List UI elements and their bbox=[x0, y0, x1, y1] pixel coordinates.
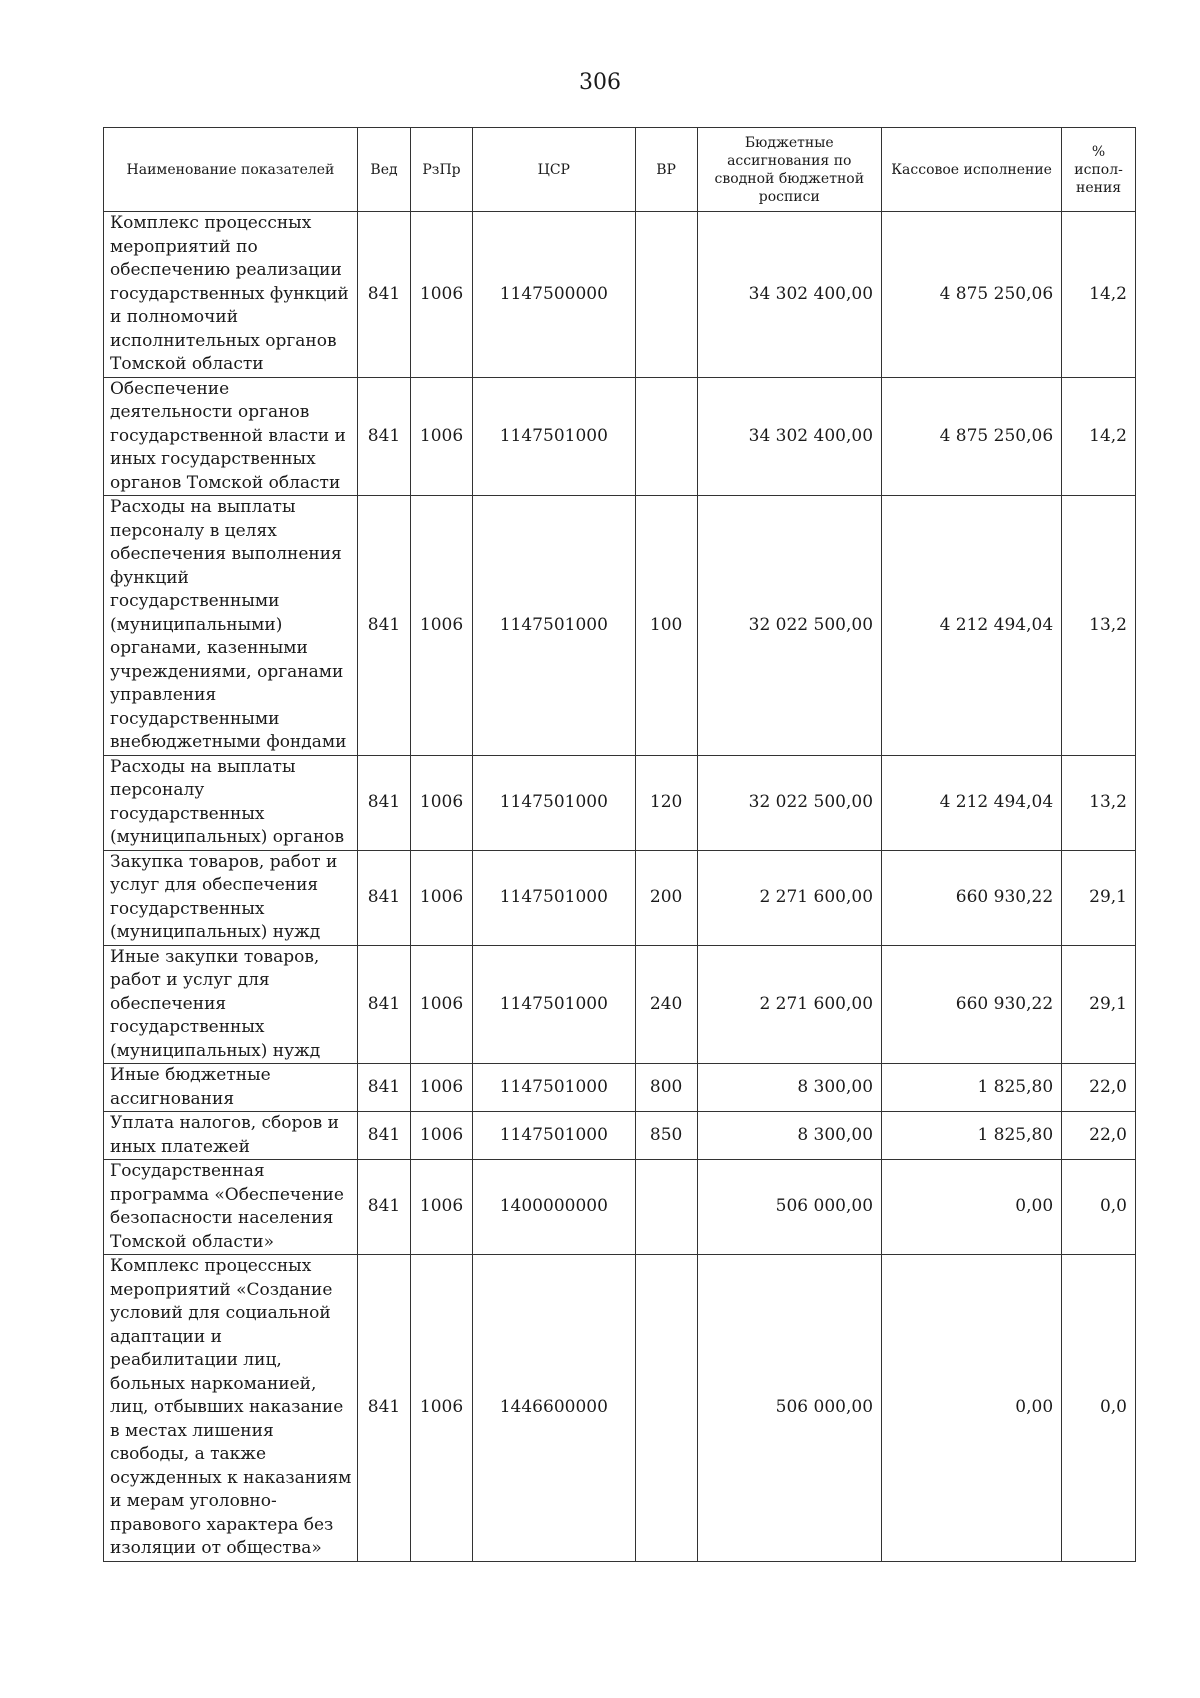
row-budget: 32 022 500,00 bbox=[697, 755, 881, 850]
row-csr: 1147501000 bbox=[472, 1112, 635, 1160]
row-name: Комплекс процессных мероприятий «Создание условий для социальной адаптации и реабилитации лиц, больных наркоманией, лиц, отбывших наказание в местах лишения свободы, а также осужденных к наказаниям и мерам уголовно-правового характера без изоляции от общества» bbox=[104, 1255, 358, 1562]
row-vr: 120 bbox=[635, 755, 697, 850]
header-vr: ВР bbox=[635, 128, 697, 212]
table-row bbox=[104, 1160, 1136, 1255]
row-name: Государственная программа «Обеспечение безопасности населения Томской области» bbox=[104, 1160, 358, 1255]
row-cash: 4 212 494,04 bbox=[882, 496, 1062, 756]
row-budget: 34 302 400,00 bbox=[697, 212, 881, 378]
row-name: Расходы на выплаты персоналу в целях обеспечения выполнения функций государственными (муниципальными) органами, казенными учреждениями, органами управления государственными внебюджетными фондами bbox=[104, 496, 358, 756]
row-budget: 506 000,00 bbox=[697, 1160, 881, 1255]
header-ved: Вед bbox=[357, 128, 410, 212]
row-cash: 1 825,80 bbox=[882, 1064, 1062, 1112]
row-percent: 22,0 bbox=[1062, 1112, 1136, 1160]
row-percent: 29,1 bbox=[1062, 850, 1136, 945]
row-rzpr: 1006 bbox=[411, 377, 473, 496]
row-ved: 841 bbox=[357, 496, 410, 756]
row-vr bbox=[635, 377, 697, 496]
table-row bbox=[104, 1112, 1136, 1160]
row-cash: 0,00 bbox=[882, 1255, 1062, 1562]
row-rzpr: 1006 bbox=[411, 212, 473, 378]
row-budget: 8 300,00 bbox=[697, 1064, 881, 1112]
row-cash: 4 875 250,06 bbox=[882, 377, 1062, 496]
row-rzpr: 1006 bbox=[411, 1064, 473, 1112]
row-budget: 32 022 500,00 bbox=[697, 496, 881, 756]
row-name: Уплата налогов, сборов и иных платежей bbox=[104, 1112, 358, 1160]
header-budget: Бюджетные ассигнования по сводной бюджетной росписи bbox=[697, 128, 881, 212]
row-name: Обеспечение деятельности органов государственной власти и иных государственных органов Томской области bbox=[104, 377, 358, 496]
row-csr: 1147501000 bbox=[472, 850, 635, 945]
row-budget: 506 000,00 bbox=[697, 1255, 881, 1562]
row-rzpr: 1006 bbox=[411, 1255, 473, 1562]
row-name: Иные бюджетные ассигнования bbox=[104, 1064, 358, 1112]
row-budget: 2 271 600,00 bbox=[697, 850, 881, 945]
row-name: Закупка товаров, работ и услуг для обеспечения государственных (муниципальных) нужд bbox=[104, 850, 358, 945]
row-rzpr: 1006 bbox=[411, 1112, 473, 1160]
row-ved: 841 bbox=[357, 1112, 410, 1160]
row-vr bbox=[635, 1255, 697, 1562]
budget-execution-table bbox=[103, 127, 1136, 1562]
row-ved: 841 bbox=[357, 755, 410, 850]
row-csr: 1446600000 bbox=[472, 1255, 635, 1562]
row-rzpr: 1006 bbox=[411, 945, 473, 1064]
table-row bbox=[104, 212, 1136, 378]
row-vr: 800 bbox=[635, 1064, 697, 1112]
table-row bbox=[104, 1064, 1136, 1112]
row-vr: 200 bbox=[635, 850, 697, 945]
row-percent: 14,2 bbox=[1062, 377, 1136, 496]
row-csr: 1400000000 bbox=[472, 1160, 635, 1255]
row-csr: 1147501000 bbox=[472, 377, 635, 496]
row-percent: 22,0 bbox=[1062, 1064, 1136, 1112]
row-budget: 8 300,00 bbox=[697, 1112, 881, 1160]
row-ved: 841 bbox=[357, 377, 410, 496]
table-row bbox=[104, 755, 1136, 850]
row-name: Расходы на выплаты персоналу государственных (муниципальных) органов bbox=[104, 755, 358, 850]
row-ved: 841 bbox=[357, 1160, 410, 1255]
row-vr: 240 bbox=[635, 945, 697, 1064]
row-percent: 29,1 bbox=[1062, 945, 1136, 1064]
row-cash: 0,00 bbox=[882, 1160, 1062, 1255]
row-csr: 1147501000 bbox=[472, 755, 635, 850]
row-rzpr: 1006 bbox=[411, 755, 473, 850]
row-rzpr: 1006 bbox=[411, 850, 473, 945]
row-vr: 100 bbox=[635, 496, 697, 756]
row-cash: 660 930,22 bbox=[882, 850, 1062, 945]
row-rzpr: 1006 bbox=[411, 496, 473, 756]
row-budget: 2 271 600,00 bbox=[697, 945, 881, 1064]
row-vr bbox=[635, 1160, 697, 1255]
row-cash: 660 930,22 bbox=[882, 945, 1062, 1064]
row-csr: 1147501000 bbox=[472, 945, 635, 1064]
row-cash: 1 825,80 bbox=[882, 1112, 1062, 1160]
header-rzpr: РзПр bbox=[411, 128, 473, 212]
row-cash: 4 875 250,06 bbox=[882, 212, 1062, 378]
table-row bbox=[104, 945, 1136, 1064]
row-csr: 1147501000 bbox=[472, 1064, 635, 1112]
row-cash: 4 212 494,04 bbox=[882, 755, 1062, 850]
row-ved: 841 bbox=[357, 945, 410, 1064]
table-row bbox=[104, 1255, 1136, 1562]
table-header-row bbox=[104, 128, 1136, 212]
table-row bbox=[104, 850, 1136, 945]
header-percent: % испол-нения bbox=[1062, 128, 1136, 212]
row-budget: 34 302 400,00 bbox=[697, 377, 881, 496]
row-name: Комплекс процессных мероприятий по обеспечению реализации государственных функций и полномочий исполнительных органов Томской области bbox=[104, 212, 358, 378]
header-cash: Кассовое исполнение bbox=[882, 128, 1062, 212]
row-ved: 841 bbox=[357, 212, 410, 378]
row-percent: 13,2 bbox=[1062, 496, 1136, 756]
page-number: 306 bbox=[579, 70, 621, 95]
row-percent: 0,0 bbox=[1062, 1160, 1136, 1255]
row-ved: 841 bbox=[357, 1064, 410, 1112]
row-percent: 14,2 bbox=[1062, 212, 1136, 378]
row-ved: 841 bbox=[357, 1255, 410, 1562]
row-rzpr: 1006 bbox=[411, 1160, 473, 1255]
table-row bbox=[104, 496, 1136, 756]
header-csr: ЦСР bbox=[472, 128, 635, 212]
row-name: Иные закупки товаров, работ и услуг для обеспечения государственных (муниципальных) нужд bbox=[104, 945, 358, 1064]
row-ved: 841 bbox=[357, 850, 410, 945]
row-vr bbox=[635, 212, 697, 378]
row-csr: 1147500000 bbox=[472, 212, 635, 378]
row-vr: 850 bbox=[635, 1112, 697, 1160]
row-csr: 1147501000 bbox=[472, 496, 635, 756]
table-row bbox=[104, 377, 1136, 496]
row-percent: 13,2 bbox=[1062, 755, 1136, 850]
header-name: Наименование показателей bbox=[104, 128, 358, 212]
row-percent: 0,0 bbox=[1062, 1255, 1136, 1562]
